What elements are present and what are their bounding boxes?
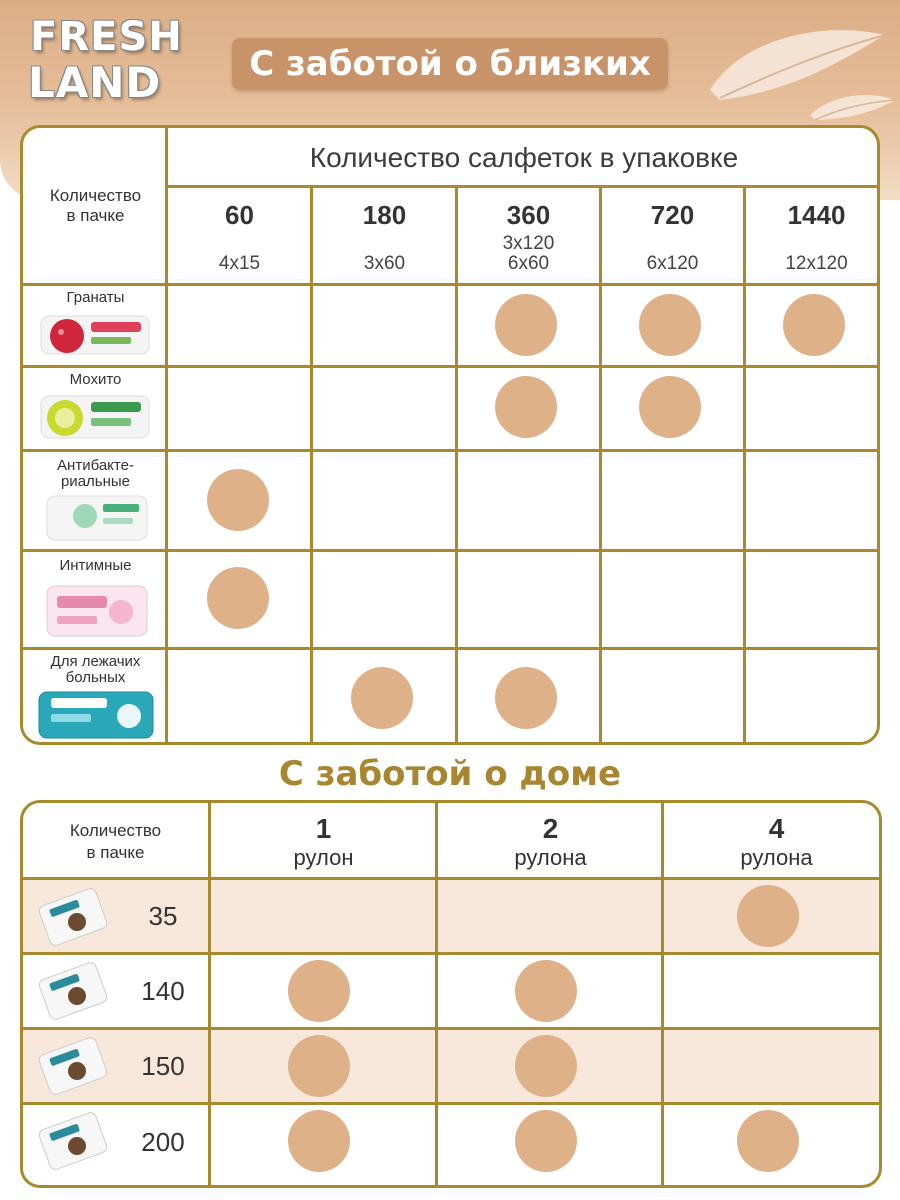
rolls-header-word: рулон xyxy=(293,845,354,870)
rolls-header-word: рулона xyxy=(514,845,587,870)
qty-label-line1: Количество xyxy=(69,821,162,840)
qty-label-line1: Количество xyxy=(49,186,142,205)
availability-dot xyxy=(495,376,557,438)
rolls-header-word: рулона xyxy=(740,845,813,870)
availability-dot xyxy=(639,376,701,438)
rolls-header-number: 2 xyxy=(542,813,559,844)
availability-dot xyxy=(515,1035,577,1097)
row-label-line2: риальные xyxy=(60,473,131,490)
rolls-header-number: 1 xyxy=(315,813,332,844)
grid-line xyxy=(23,1027,882,1030)
roll-pack-image xyxy=(39,1035,109,1097)
col-header-sub: 6х120 xyxy=(646,253,699,274)
section2-title: С заботой о доме xyxy=(278,754,622,794)
availability-dot xyxy=(495,294,557,356)
brand-line2: LAND xyxy=(28,58,162,107)
availability-dot xyxy=(737,885,799,947)
product-pack-intimate-image xyxy=(45,580,149,642)
product-pack-pomegranate-image xyxy=(39,310,151,358)
grid-line xyxy=(23,365,880,368)
availability-dot xyxy=(639,294,701,356)
availability-dot xyxy=(207,567,269,629)
col-header-count: 1440 xyxy=(787,200,846,230)
roll-pack-image xyxy=(39,1110,109,1172)
roll-pack-image xyxy=(39,960,109,1022)
row-label-line2: больных xyxy=(65,669,126,686)
qty-label-line2: в пачке xyxy=(66,206,125,225)
row-label: Гранаты xyxy=(66,289,125,306)
qty-label-line2: в пачке xyxy=(86,843,145,862)
row-label: Интимные xyxy=(59,557,132,574)
product-pack-bedridden-image xyxy=(37,688,155,742)
pack-count: 35 xyxy=(148,901,178,931)
rolls-header-number: 4 xyxy=(768,813,785,844)
availability-dot xyxy=(783,294,845,356)
availability-dot xyxy=(288,1035,350,1097)
brand-logo xyxy=(22,6,192,106)
col-header-count: 360 xyxy=(506,200,551,230)
grid-line xyxy=(23,283,880,286)
rolls-table xyxy=(20,800,882,1188)
table-header-main: Количество салфеток в упаковке xyxy=(309,142,739,173)
pack-count: 140 xyxy=(141,976,185,1006)
availability-dot xyxy=(515,1110,577,1172)
pack-count: 150 xyxy=(141,1051,185,1081)
grid-line xyxy=(23,1102,882,1105)
availability-dot xyxy=(495,667,557,729)
col-header-count: 60 xyxy=(225,200,254,230)
col-header-sub: 4х15 xyxy=(218,253,261,274)
availability-dot xyxy=(288,1110,350,1172)
grid-line xyxy=(23,952,882,955)
grid-line xyxy=(23,877,882,880)
grid-line xyxy=(23,549,880,552)
availability-dot xyxy=(737,1110,799,1172)
row-label: Антибакте- xyxy=(57,457,134,474)
section1-title: С заботой о близких xyxy=(249,44,651,84)
availability-dot xyxy=(515,960,577,1022)
row-label: Мохито xyxy=(69,371,122,388)
roll-pack-image xyxy=(39,886,109,948)
pack-count: 200 xyxy=(141,1127,185,1157)
col-header-count: 180 xyxy=(362,200,407,230)
availability-dot xyxy=(351,667,413,729)
grid-line xyxy=(23,647,880,650)
brand-line1: FRESH xyxy=(30,14,183,60)
col-header-sub: 3х120 xyxy=(502,233,555,254)
grid-line xyxy=(23,449,880,452)
row-label: Для лежачих xyxy=(50,653,141,670)
availability-dot xyxy=(207,469,269,531)
wipes-table xyxy=(20,125,880,745)
col-header-sub2: 6х60 xyxy=(507,253,550,274)
availability-dot xyxy=(288,960,350,1022)
product-pack-mojito-image xyxy=(39,390,151,442)
product-pack-antibacterial-image xyxy=(45,492,149,544)
col-header-sub: 3х60 xyxy=(363,253,406,274)
col-header-count: 720 xyxy=(650,200,695,230)
col-header-sub: 12х120 xyxy=(785,253,848,274)
section1-title-banner xyxy=(232,38,668,90)
feather-icon xyxy=(700,20,900,130)
grid-line xyxy=(165,185,880,188)
